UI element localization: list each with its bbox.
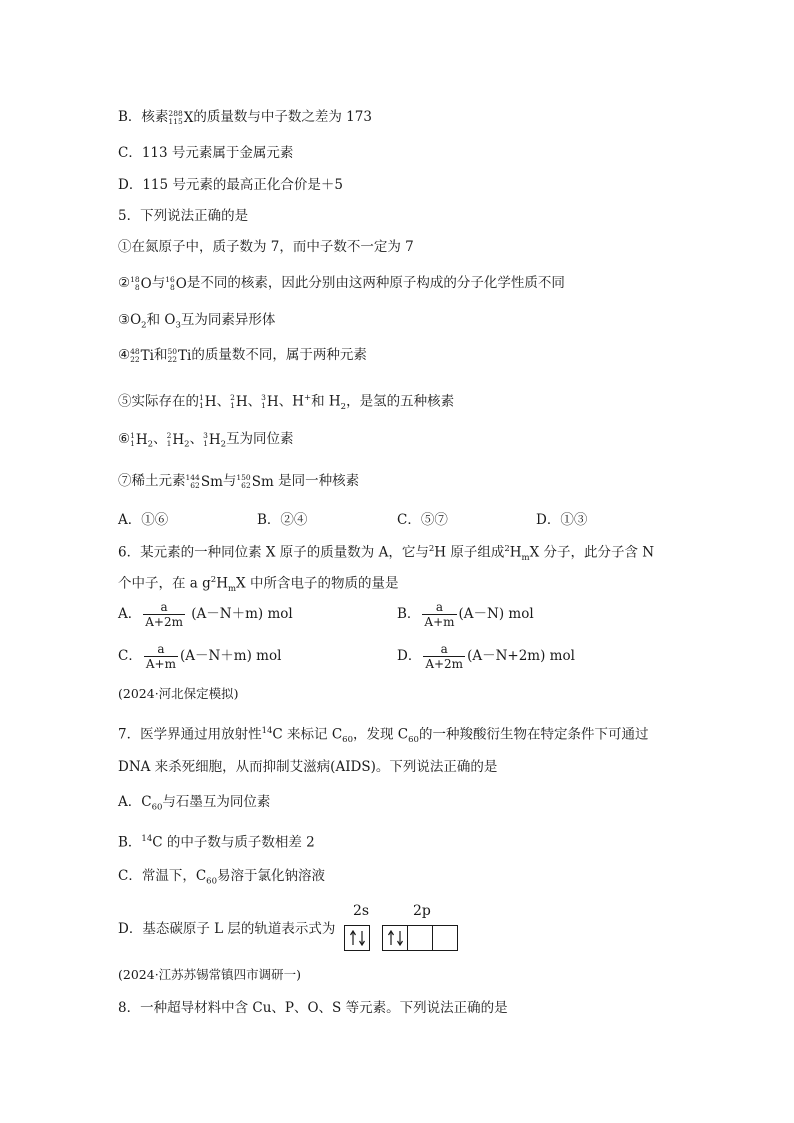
nuclide-o16: 16 8 O bbox=[165, 274, 187, 292]
nuclide-ti50: 50 22 Ti bbox=[167, 346, 192, 364]
q7-stem-line-1: 7．医学界通过用放射性$^{14}$C 来标记 $C_{60}$，发现 $C_{60}$的一种羧酸衍生物在特定条件下可通过 bbox=[118, 726, 649, 746]
q6-option-d[interactable]: D． $\frac{a}{A+2m}$ (A－N+2m) mol bbox=[397, 642, 575, 671]
nuclide: 288 115 X bbox=[168, 108, 194, 126]
q5-option-a[interactable]: A．①⑥ bbox=[118, 512, 169, 528]
source-note-1: (2024·河北保定模拟) bbox=[118, 686, 239, 701]
q8-stem: 8．一种超导材料中含 Cu、P、O、S 等元素。下列说法正确的是 bbox=[118, 1000, 508, 1016]
q6-stem-line-2: 个中子，在 a $g^2H_mX$ 中所含电子的物质的量是 bbox=[118, 575, 399, 595]
up-arrow-icon bbox=[388, 930, 394, 946]
q5-stem: 5．下列说法正确的是 bbox=[118, 208, 249, 224]
q5-option-c[interactable]: C．⑤⑦ bbox=[397, 512, 448, 528]
nuclide-ti48: 48 22 Ti bbox=[130, 346, 154, 364]
orbital-box-2p-2 bbox=[407, 925, 433, 951]
q5-statement-6: ⑥ 1 1 H $_2$、 2 1 H $_2$、 3 1 H $_2$互为同位素 bbox=[118, 430, 294, 450]
q6-stem-line-1: 6．某元素的一种同位素 X 原子的质量数为 A，它与$^2$H 原子组成$^2H_mX$ 分子，此分子含 N bbox=[118, 544, 655, 564]
nuclide-sm144: 144 62 Sm bbox=[185, 472, 223, 490]
text: 的质量数与中子数之差为 173 bbox=[193, 109, 372, 125]
q5-statement-1: ①在氮原子中，质子数为 7，而中子数不一定为 7 bbox=[118, 239, 414, 255]
q7-option-d[interactable]: D．基态碳原子 L 层的轨道表示式为 bbox=[118, 921, 336, 937]
q5-statement-4: ④ 48 22 Ti 和 50 22 Ti 的质量数不同，属于两种元素 bbox=[118, 346, 367, 364]
q5-statement-3: $③O_2$和 $O_3$互为同素异形体 bbox=[118, 312, 276, 331]
orbital-box-2s bbox=[344, 925, 370, 951]
q6-option-c[interactable]: C． $\frac{a}{A+m}$ (A－N＋m) mol bbox=[118, 642, 282, 671]
q4-option-b bbox=[118, 107, 372, 128]
q5-statement-7: ⑦稀土元素 144 62 Sm 与 150 62 Sm 是同一种核素 bbox=[118, 472, 360, 490]
text: B．核素 bbox=[118, 109, 169, 125]
source-note-2: (2024·江苏苏锡常镇四市调研一) bbox=[118, 967, 302, 982]
nuclide-h3: 3 1 H bbox=[261, 393, 279, 410]
fraction: $\frac{a}{A+m}$ bbox=[424, 600, 455, 629]
nuclide-h3: 3 1 H bbox=[203, 430, 221, 448]
fraction: $\frac{a}{A+2m}$ bbox=[425, 642, 464, 671]
fraction: $\frac{a}{A+m}$ bbox=[145, 642, 176, 671]
nuclide-h2: 2 1 H bbox=[230, 393, 248, 410]
nuclide-h1: 1 1 H bbox=[199, 393, 217, 410]
q4-option-d: D．115 号元素的最高正化合价是＋5 bbox=[118, 177, 343, 193]
nuclide-o18: 18 8 O bbox=[130, 274, 152, 292]
q5-option-b[interactable]: B．②④ bbox=[257, 512, 308, 528]
q7-option-a[interactable]: A．$C_{60}$与石墨互为同位素 bbox=[118, 794, 271, 813]
q6-option-b[interactable]: B． $\frac{a}{A+m}$ (A－N) mol bbox=[397, 600, 534, 629]
q6-option-a[interactable]: A． $\frac{a}{A+2m}$ (A－N＋m) mol bbox=[118, 600, 293, 629]
orbital-box-2p-3 bbox=[432, 925, 458, 951]
label-2p: 2p bbox=[413, 903, 431, 919]
q7-option-b[interactable]: B．$^{14}$C 的中子数与质子数相差 2 bbox=[118, 834, 315, 851]
up-arrow-icon bbox=[350, 930, 356, 946]
q5-option-d[interactable]: D．①③ bbox=[536, 512, 588, 528]
fraction: $\frac{a}{A+2m}$ bbox=[145, 600, 183, 629]
down-arrow-icon bbox=[397, 930, 403, 946]
nuclide-h1: 1 1 H bbox=[130, 430, 148, 448]
q7-stem-line-2: DNA 来杀死细胞，从而抑制艾滋病(AIDS)。下列说法正确的是 bbox=[118, 759, 498, 775]
q5-statement-5: ⑤实际存在的 1 1 H 、 2 1 H 、 3 1 H 、H+和 $H_2$，是氢的五种核素 bbox=[118, 393, 455, 413]
nuclide-sm150: 150 62 Sm bbox=[236, 472, 274, 490]
nuclide-h2: 2 1 H bbox=[166, 430, 185, 448]
down-arrow-icon bbox=[359, 930, 365, 946]
orbital-box-2p-1 bbox=[382, 925, 408, 951]
q4-option-c: C．113 号元素属于金属元素 bbox=[118, 145, 294, 161]
label-2s: 2s bbox=[353, 903, 370, 919]
q5-statement-2: ② 18 8 O 与 16 8 O 是不同的核素，因此分别由这两种原子构成的分子化学性质不同 bbox=[118, 274, 565, 292]
q7-option-c[interactable]: C．常温下，$C_{60}$易溶于氯化钠溶液 bbox=[118, 868, 325, 887]
